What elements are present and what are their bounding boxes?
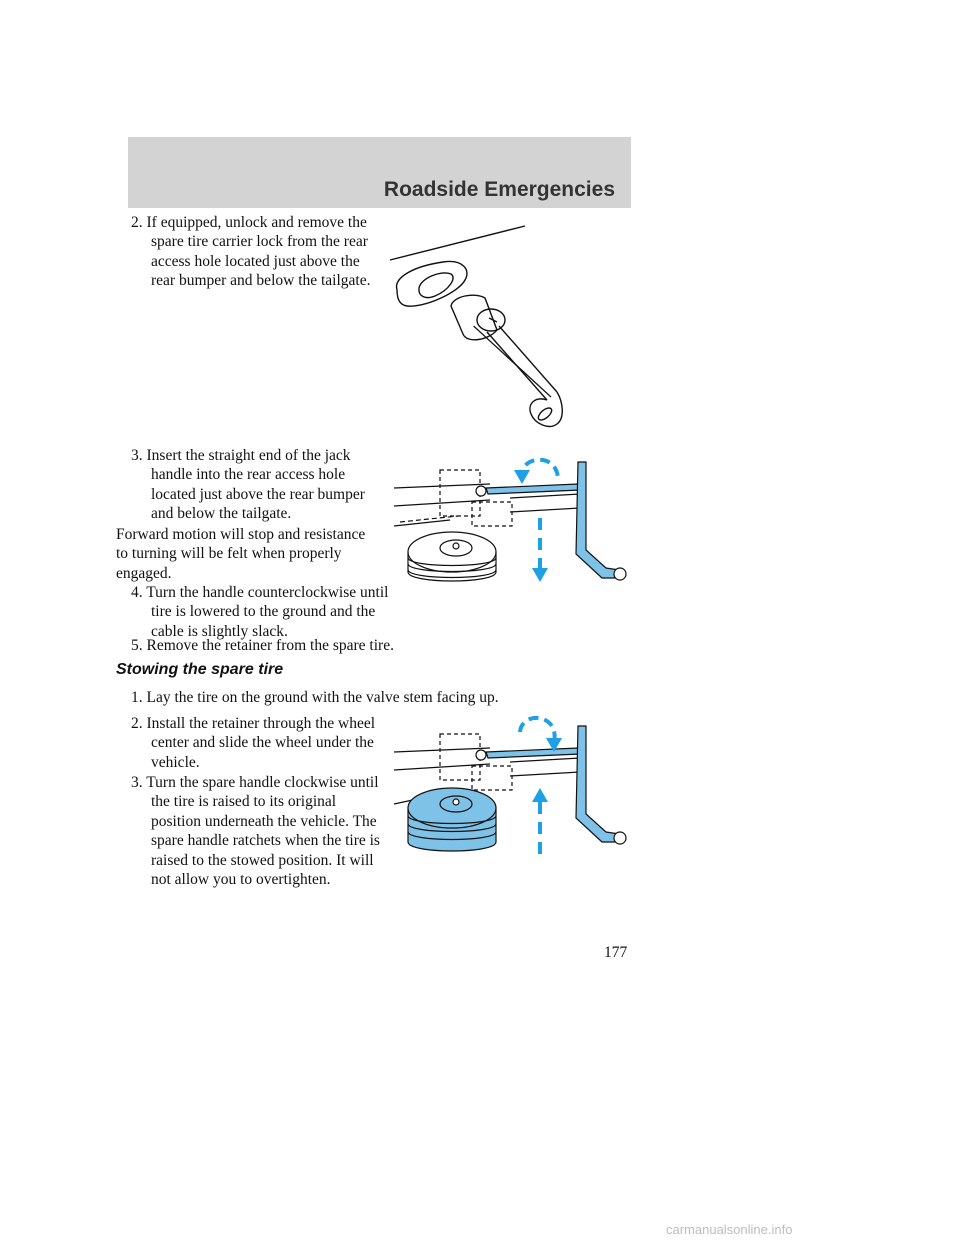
step-text: Turn the handle counterclockwise until tire is lowered to the ground and the cable is slightly slack. xyxy=(146,584,389,640)
step-number: 3. xyxy=(131,774,143,791)
step-2-stowing xyxy=(131,714,381,772)
step-2-lowering xyxy=(131,213,381,291)
step-3-lowering xyxy=(131,446,381,524)
step-1-stowing xyxy=(131,688,631,707)
step-5-lowering xyxy=(131,636,631,655)
step-text: Lay the tire on the ground with the valve stem facing up. xyxy=(146,689,499,706)
step-number: 2. xyxy=(131,715,143,732)
step-text: If equipped, unlock and remove the spare tire carrier lock from the rear access hole located just above the rear bumper and below the tailgate. xyxy=(146,214,371,290)
step-4-lowering xyxy=(131,583,531,641)
step-number: 4. xyxy=(131,584,143,601)
page-number: 177 xyxy=(604,944,628,961)
section-heading-stowing: Stowing the spare tire xyxy=(116,661,284,678)
section-header-band xyxy=(128,137,631,208)
step-3-stowing xyxy=(131,773,381,889)
step-number: 5. xyxy=(131,637,143,654)
step-text: Turn the spare handle clockwise until the tire is raised to its original position underneath the vehicle. The spare handle ratchets when the tire is raised to the stowed position. It will not allow you to overtighten. xyxy=(146,774,380,889)
step-text: Insert the straight end of the jack handle into the rear access hole located just above the rear bumper and below the tailgate. xyxy=(146,447,365,523)
illustration-carrier-lock xyxy=(385,222,545,432)
illustration-raising-tire xyxy=(390,712,635,857)
watermark: carmanualsonline.info xyxy=(666,1222,793,1237)
illustration-lowering-tire xyxy=(390,450,635,590)
section-title: Roadside Emergencies xyxy=(383,178,615,201)
engagement-note: Forward motion will stop and resistance to turning will be felt when properly engaged. xyxy=(116,526,366,582)
step-text: Remove the retainer from the spare tire. xyxy=(146,637,394,654)
step-number: 3. xyxy=(131,447,143,464)
step-text: Install the retainer through the wheel center and slide the wheel under the vehicle. xyxy=(146,715,376,771)
step-number: 1. xyxy=(131,689,143,706)
step-number: 2. xyxy=(131,214,143,231)
